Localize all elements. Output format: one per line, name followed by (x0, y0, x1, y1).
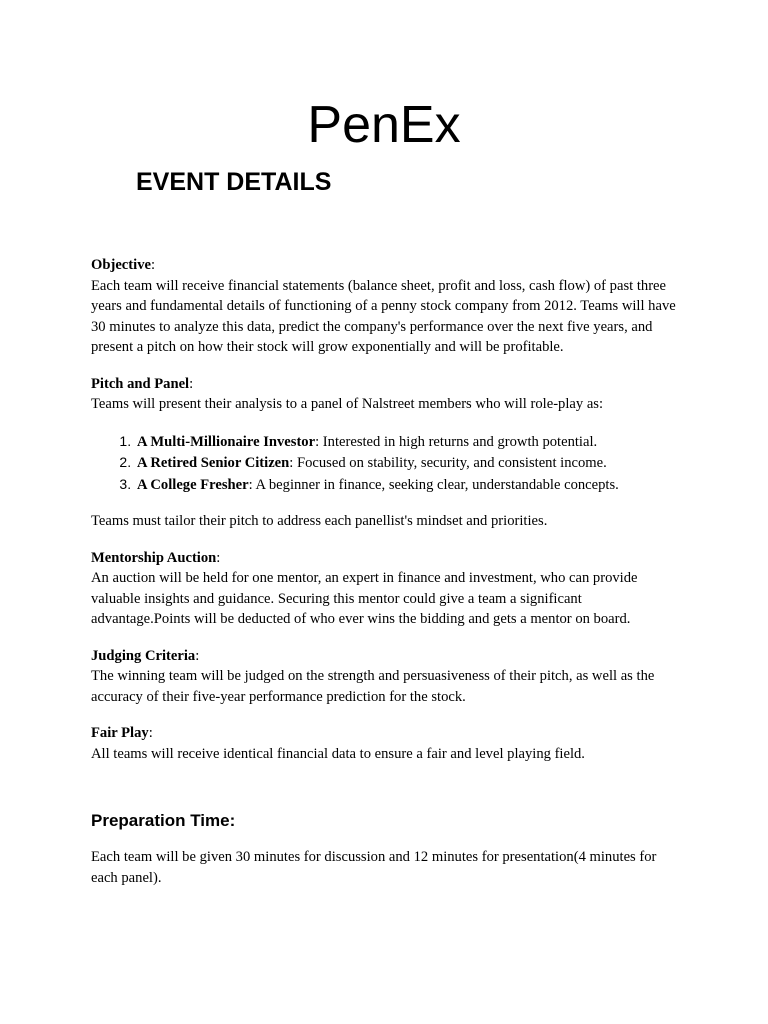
judging-label: Judging Criteria (91, 647, 196, 664)
objective-heading: Objective: (91, 257, 156, 273)
preparation-heading: Preparation Time: (91, 811, 236, 830)
document-body (91, 255, 681, 780)
role-name: A Retired Senior Citizen (137, 455, 290, 471)
pitch-note: Teams must tailor their pitch to address each panellist's mindset and priorities. (91, 513, 548, 529)
pitch-panel-heading: Pitch and Panel: (91, 375, 194, 392)
fair-play-text: All teams will receive identical financial data to ensure a fair and level playing field. (91, 745, 585, 762)
pitch-panel-section (91, 374, 681, 415)
fair-play-section (91, 723, 681, 764)
role-description: : A beginner in finance, seeking clear, understandable concepts. (248, 476, 619, 493)
panel-role-list (91, 431, 681, 496)
objective-section (91, 255, 681, 358)
list-item (135, 474, 681, 496)
judging-section (91, 646, 681, 708)
list-item (135, 452, 681, 474)
list-item (135, 431, 681, 453)
judging-heading: Judging Criteria: (91, 647, 200, 664)
fair-play-heading: Fair Play: (91, 725, 153, 741)
page-subtitle: EVENT DETAILS (136, 168, 332, 196)
role-description: : Interested in high returns and growth potential. (315, 433, 598, 450)
preparation-text: Each team will be given 30 minutes for discussion and 12 minutes for presentation(4 minutes for each panel). (91, 849, 657, 886)
objective-text: Each team will receive financial statements (balance sheet, profit and loss, cash flow) of past three years and fundamental details of functioning of a penny stock company from 2012. Teams will have 30 minutes to analyze this data, predict the company's performance over the next five years, and present a pitch on how their stock will grow exponentially and will be profitable. (91, 277, 676, 355)
mentorship-text: An auction will be held for one mentor, an expert in finance and investment, who can provide valuable insights and guidance. Securing this mentor could give a team a significant advantage.Points will be deducted of who ever wins the bidding and gets a mentor on board. (91, 570, 638, 627)
mentorship-section (91, 548, 681, 630)
fair-play-label: Fair Play (91, 725, 149, 741)
judging-text: The winning team will be judged on the strength and persuasiveness of their pitch, as well as the accuracy of their five-year performance prediction for the stock. (91, 668, 655, 705)
role-name: A Multi-Millionaire Investor (137, 433, 316, 450)
role-name: A College Fresher (137, 476, 249, 493)
pitch-panel-text: Teams will present their analysis to a panel of Nalstreet members who will role-play as: (91, 396, 604, 412)
mentorship-heading: Mentorship Auction: (91, 549, 221, 566)
objective-label: Objective (91, 257, 151, 273)
pitch-panel-label: Pitch and Panel (91, 375, 190, 392)
page-title: PenEx (307, 96, 461, 154)
mentorship-label: Mentorship Auction (91, 549, 217, 566)
role-description: : Focused on stability, security, and consistent income. (289, 455, 607, 471)
